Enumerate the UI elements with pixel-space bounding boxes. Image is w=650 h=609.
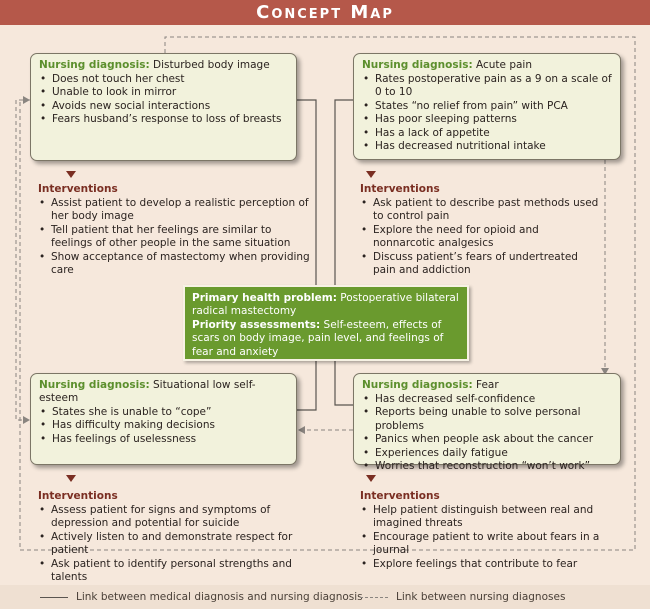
diagnosis-box-self-esteem <box>30 373 297 465</box>
primary-health-problem: Primary health problem: Postoperative bilateral radical mastectomy <box>192 292 459 318</box>
finding-item: • Reports being unable to solve personal problems <box>362 406 612 433</box>
finding-item: • Avoids new social interactions <box>39 100 288 113</box>
interventions-heading: Interventions <box>360 490 440 502</box>
finding-item: • Rates postoperative pain as a 9 on a scale of 0 to 10 <box>362 73 612 100</box>
arrowhead-top-left <box>23 96 30 104</box>
finding-item: • Does not touch her chest <box>39 73 288 86</box>
diagnosis-findings <box>362 393 612 473</box>
intervention-item: • Tell patient that her feelings are similar to feelings of other people in the same situation <box>38 224 313 251</box>
intervention-item: • Ask patient to identify personal strengths and talents <box>38 558 308 585</box>
legend <box>0 585 650 609</box>
diagnosis-title: Nursing diagnosis: Fear <box>362 379 499 391</box>
diagnosis-findings <box>39 73 288 127</box>
intervention-item: • Explore the need for opioid and nonnarcotic analgesics <box>360 224 600 251</box>
intervention-item: • Encourage patient to write about fears in a journal <box>360 531 625 558</box>
diagnosis-title: Nursing diagnosis: Acute pain <box>362 59 532 71</box>
finding-item: • Has a lack of appetite <box>362 127 612 140</box>
down-triangle-icon <box>66 171 76 178</box>
solid-link-bottom-right <box>335 361 353 405</box>
diagnosis-title: Nursing diagnosis: Disturbed body image <box>39 59 270 71</box>
intervention-item: • Assess patient for signs and symptoms of depression and potential for suicide <box>38 504 308 531</box>
legend-dashed-label: Link between nursing diagnoses <box>396 591 566 603</box>
solid-line-icon <box>40 597 68 598</box>
finding-item: • Has decreased self-confidence <box>362 393 612 406</box>
intervention-item: • Ask patient to describe past methods used to control pain <box>360 197 600 224</box>
finding-item: • Has decreased nutritional intake <box>362 140 612 153</box>
intervention-item: • Discuss patient’s fears of undertreated pain and addiction <box>360 251 600 278</box>
interventions-fear <box>360 490 625 571</box>
concept-map-title: Concept Map <box>0 0 650 25</box>
interventions-self-esteem <box>38 490 308 584</box>
finding-item: • Fears husband’s response to loss of breasts <box>39 113 288 126</box>
down-triangle-icon <box>366 171 376 178</box>
intervention-item: • Show acceptance of mastectomy when providing care <box>38 251 313 278</box>
diagnosis-findings <box>362 73 612 153</box>
dashed-link-top-left-to-bottom-left <box>16 100 30 420</box>
intervention-item: • Assist patient to develop a realistic perception of her body image <box>38 197 313 224</box>
finding-item: • Panics when people ask about the cancer <box>362 433 612 446</box>
finding-item: • States she is unable to “cope” <box>39 406 288 419</box>
interventions-heading: Interventions <box>38 490 118 502</box>
primary-problem-box <box>183 285 469 361</box>
diagnosis-title: Nursing diagnosis: Situational low self-esteem <box>39 379 256 404</box>
diagnosis-box-body-image <box>30 53 297 161</box>
concept-map-canvas <box>0 25 650 585</box>
interventions-heading: Interventions <box>38 183 118 195</box>
interventions-body-image <box>38 183 313 277</box>
finding-item: • Experiences daily fatigue <box>362 447 612 460</box>
solid-link-bottom-left <box>297 361 316 410</box>
priority-assessments: Priority assessments: Self-esteem, effects of scars on body image, pain level, and feelings of fear and anxiety <box>192 318 444 358</box>
diagnosis-findings <box>39 406 288 446</box>
down-triangle-icon <box>66 475 76 482</box>
finding-item: • Has feelings of uselessness <box>39 433 288 446</box>
dashed-line-icon <box>360 597 388 598</box>
intervention-item: • Explore feelings that contribute to fear <box>360 558 625 571</box>
arrowhead-bottom-center <box>298 426 305 434</box>
intervention-item: • Help patient distinguish between real and imagined threats <box>360 504 625 531</box>
finding-item: • Has poor sleeping patterns <box>362 113 612 126</box>
interventions-heading: Interventions <box>360 183 440 195</box>
diagnosis-box-fear <box>353 373 621 473</box>
finding-item: • Worries that reconstruction “won’t work” <box>362 460 612 473</box>
down-triangle-icon <box>366 475 376 482</box>
finding-item: • States “no relief from pain” with PCA <box>362 100 612 113</box>
finding-item: • Unable to look in mirror <box>39 86 288 99</box>
legend-solid-label: Link between medical diagnosis and nursing diagnosis <box>76 591 363 603</box>
diagnosis-box-acute-pain <box>353 53 621 160</box>
solid-link-top-right <box>335 100 353 285</box>
intervention-item: • Actively listen to and demonstrate respect for patient <box>38 531 308 558</box>
interventions-acute-pain <box>360 183 600 277</box>
finding-item: • Has difficulty making decisions <box>39 419 288 432</box>
arrowhead-bottom-left <box>23 416 30 424</box>
